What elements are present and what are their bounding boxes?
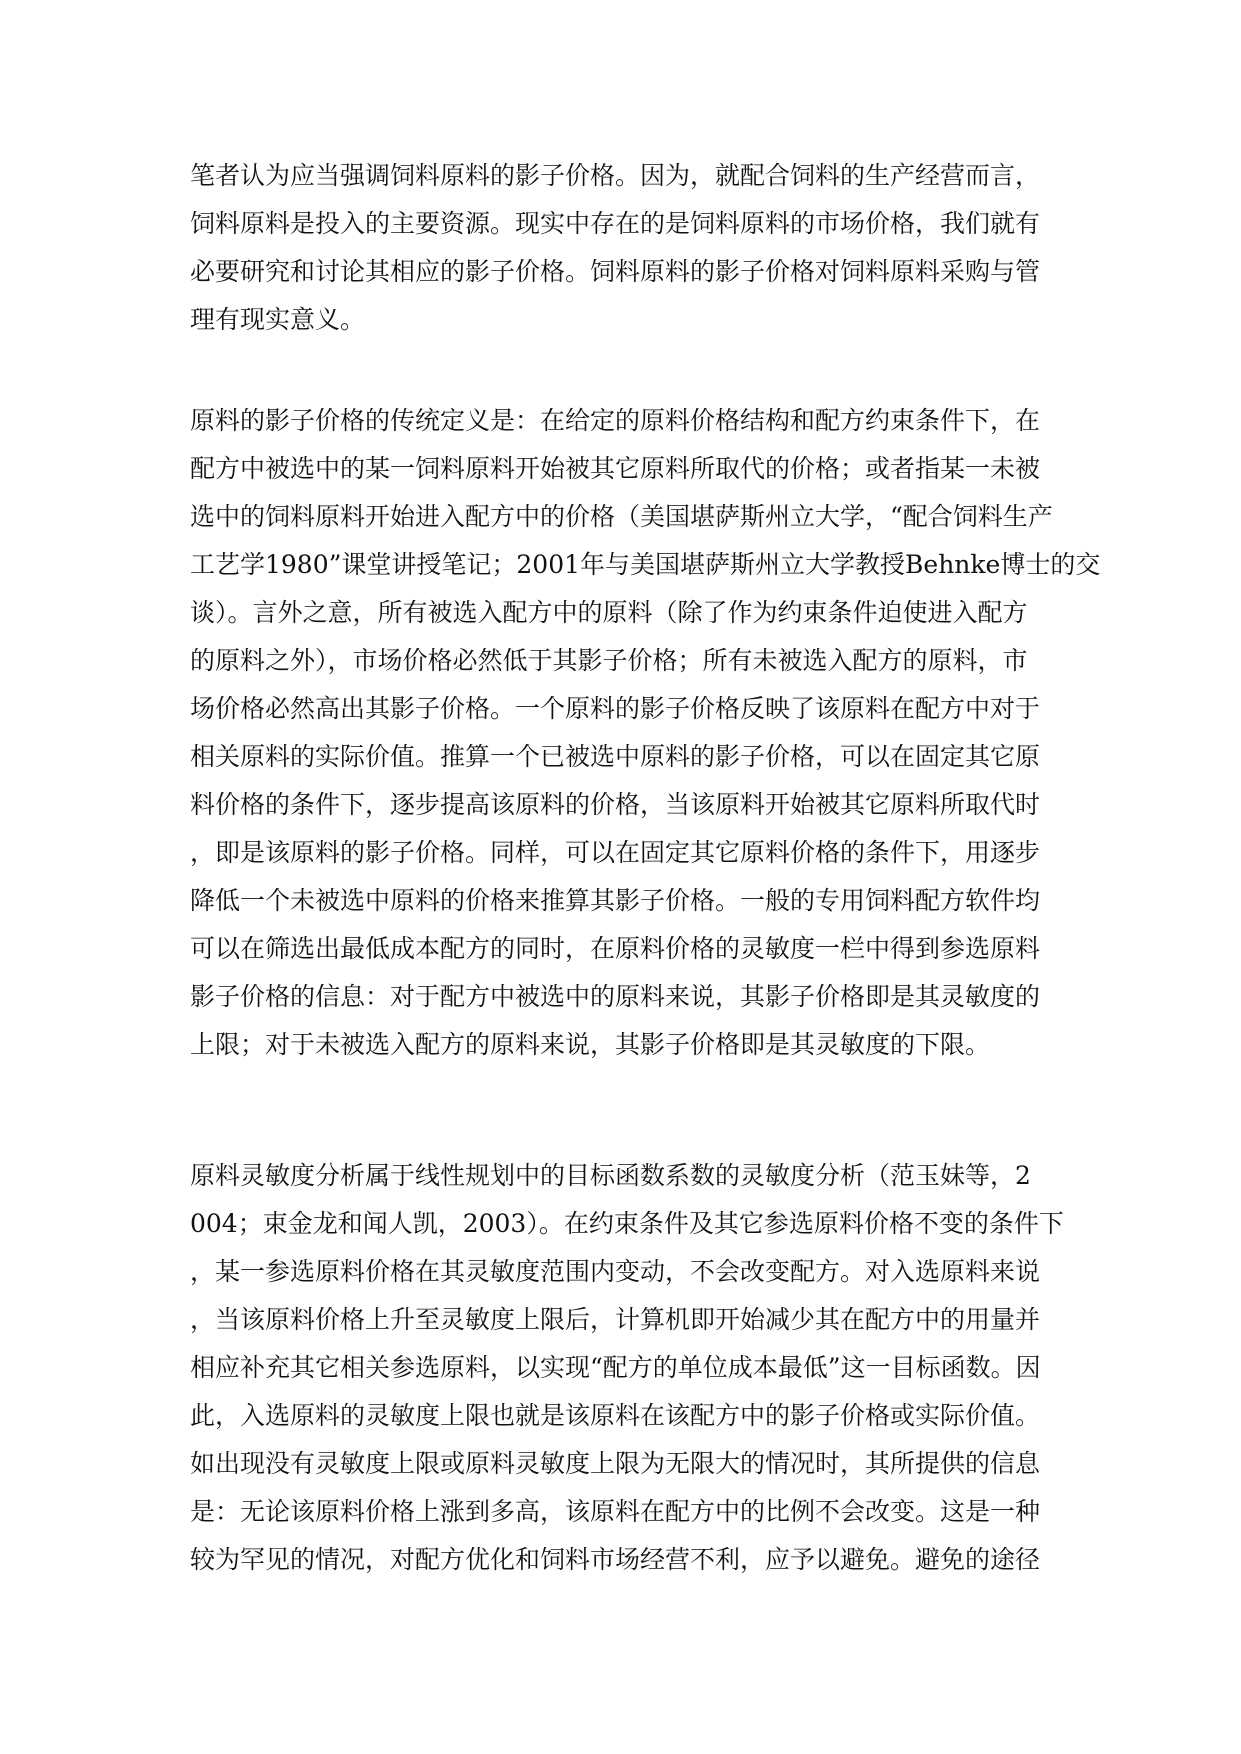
text-line: 降低一个未被选中原料的价格来推算其影子价格。一般的专用饲料配方软件均	[190, 886, 1041, 915]
text-line: 谈）。言外之意，所有被选入配方中的原料（除了作为约束条件迫使进入配方	[190, 598, 1028, 627]
text-line: 相应补充其它相关参选原料，以实现“配方的单位成本最低”这一目标函数。因	[190, 1353, 1041, 1382]
text-line: 相关原料的实际价值。推算一个已被选中原料的影子价格，可以在固定其它原	[190, 742, 1041, 771]
text-line: 必要研究和讨论其相应的影子价格。饲料原料的影子价格对饲料原料采购与管	[190, 257, 1041, 286]
text-line: 工艺学1980”课堂讲授笔记；2001年与美国堪萨斯州立大学教授Behnke博士的交	[190, 550, 1101, 579]
paragraph-sensitivity-analysis	[190, 1152, 1070, 1584]
text-line: 配方中被选中的某一饲料原料开始被其它原料所取代的价格；或者指某一未被	[190, 454, 1041, 483]
paragraph-shadow-price-emphasis	[190, 152, 1070, 344]
text-line: 饲料原料是投入的主要资源。现实中存在的是饲料原料的市场价格，我们就有	[190, 209, 1041, 238]
text-line: 原料的影子价格的传统定义是：在给定的原料价格结构和配方约束条件下，在	[190, 406, 1041, 435]
text-line: ，即是该原料的影子价格。同样，可以在固定其它原料价格的条件下，用逐步	[190, 838, 1041, 867]
text-line: ，某一参选原料价格在其灵敏度范围内变动，不会改变配方。对入选原料来说	[190, 1257, 1041, 1286]
text-line: 理有现实意义。	[190, 305, 366, 334]
text-line: ，当该原料价格上升至灵敏度上限后，计算机即开始减少其在配方中的用量并	[190, 1305, 1041, 1334]
text-line: 此，入选原料的灵敏度上限也就是该原料在该配方中的影子价格或实际价值。	[190, 1401, 1041, 1430]
text-line: 如出现没有灵敏度上限或原料灵敏度上限为无限大的情况时，其所提供的信息	[190, 1449, 1041, 1478]
text-line: 可以在筛选出最低成本配方的同时，在原料价格的灵敏度一栏中得到参选原料	[190, 934, 1041, 963]
text-line: 料价格的条件下，逐步提高该原料的价格，当该原料开始被其它原料所取代时	[190, 790, 1041, 819]
text-line: 较为罕见的情况，对配方优化和饲料市场经营不利，应予以避免。避免的途径	[190, 1545, 1041, 1574]
text-line: 选中的饲料原料开始进入配方中的价格（美国堪萨斯州立大学，“配合饲料生产	[190, 502, 1053, 531]
text-line: 笔者认为应当强调饲料原料的影子价格。因为，就配合饲料的生产经营而言，	[190, 161, 1041, 190]
text-line: 的原料之外），市场价格必然低于其影子价格；所有未被选入配方的原料，市	[190, 646, 1028, 675]
text-line: 原料灵敏度分析属于线性规划中的目标函数系数的灵敏度分析（范玉妹等，2	[190, 1161, 1031, 1190]
paragraph-shadow-price-definition	[190, 397, 1101, 1069]
text-line: 影子价格的信息：对于配方中被选中的原料来说，其影子价格即是其灵敏度的	[190, 982, 1041, 1011]
text-line: 004；束金龙和闻人凯，2003）。在约束条件及其它参选原料价格不变的条件下	[190, 1209, 1064, 1238]
text-line: 场价格必然高出其影子价格。一个原料的影子价格反映了该原料在配方中对于	[190, 694, 1041, 723]
text-line: 是：无论该原料价格上涨到多高，该原料在配方中的比例不会改变。这是一种	[190, 1497, 1041, 1526]
text-line: 上限；对于未被选入配方的原料来说，其影子价格即是其灵敏度的下限。	[190, 1030, 991, 1059]
